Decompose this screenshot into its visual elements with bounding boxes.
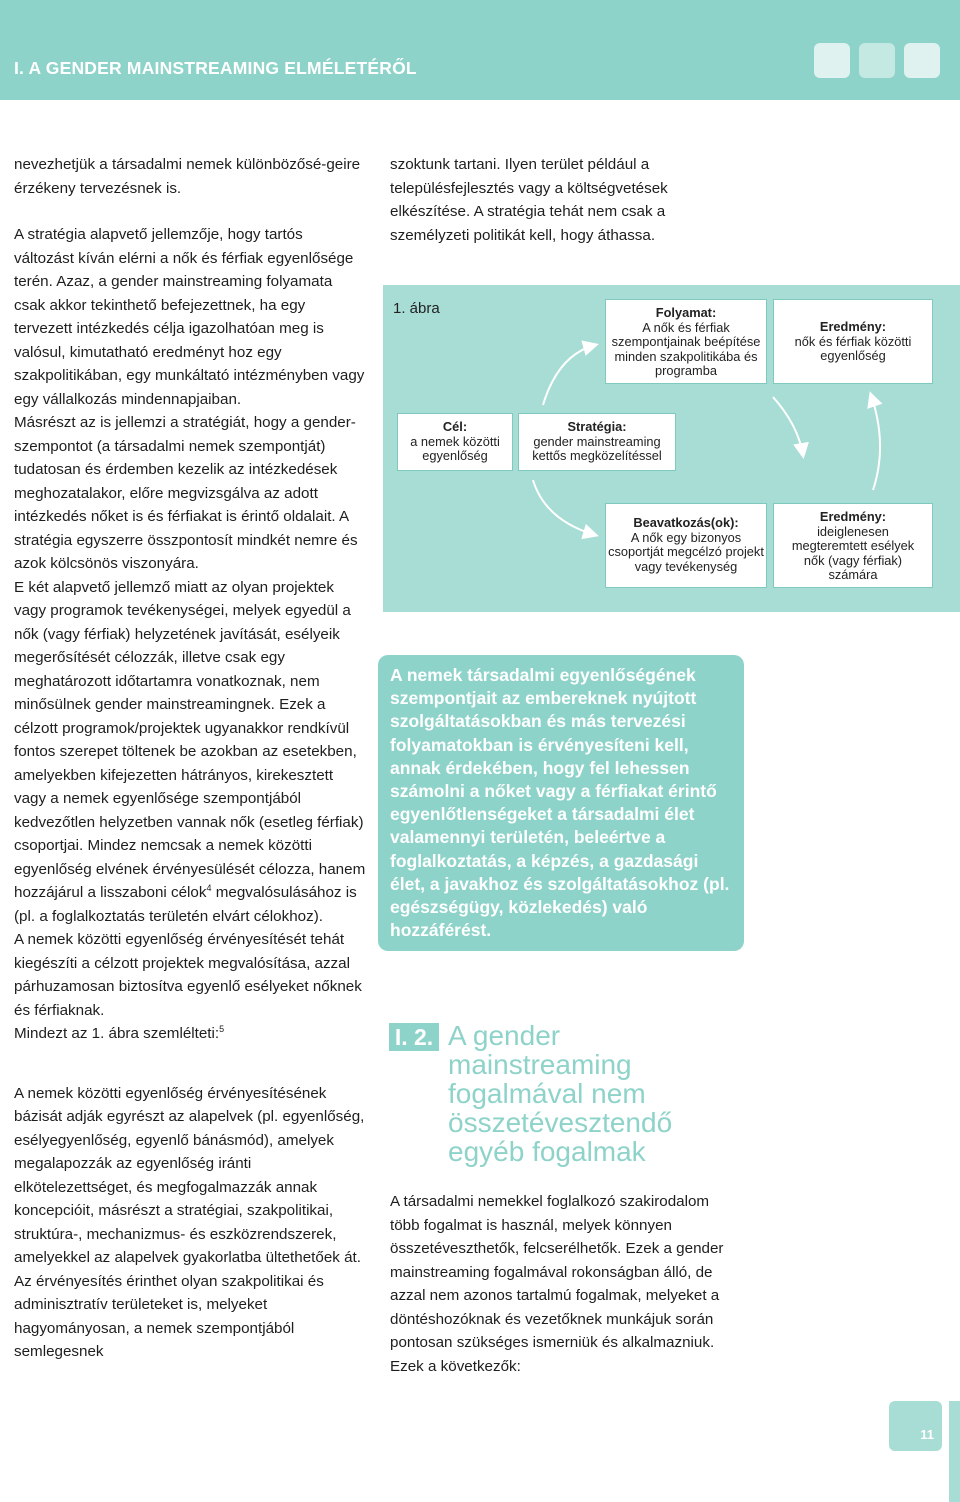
paragraph [14,1022,366,1046]
paragraph: Az érvényesítés érinthet olyan szakpolitikai és adminisztratív területeket is, melyeket hagyományosan, a nemek szempontjából semlegesnek [14,1272,324,1360]
header-square-2 [859,43,895,78]
box-text: gender mainstreaming kettős megközelítéssel [532,433,662,463]
box-text: A nők és férfiak szempontjainak beépítése minden szakpolitikába és programba [611,319,761,378]
paragraph-text: E két alapvető jellemző miatt az olyan projektek vagy programok tevékenységei, melyek egyedül a nők (vagy férfiak) helyzetének javítását, esélyeik megerősítését célozzák, illetve csak egy meghatározott időtartamra vonatkoznak, nem minősülnek gender mainstreamingnek. Ezek a célzott programok/projektek ugyanakkor rendkívül fontos szerepet töltenek be azokban az esetekben, amelyekben kifejezetten hátrányos, kirekesztett vagy a nemek egyenlősége szempontjából kedvezőtlen helyzetben vannak nők (esetleg férfiak) csoportjai. Mindez nemcsak a nemek közötti egyenlőség elvének érvényesülését célozza, hanem hozzájárul a lisszaboni célok [14,578,366,901]
paragraph: A nemek közötti egyenlőség érvényesítését tehát kiegészíti a célzott projektek megvalósítása, azzal párhuzamosan biztosítva egyenlő esélyeket nőknek és férfiaknak. [14,931,362,1019]
page-number-box [889,1401,942,1451]
header-square-1 [814,43,850,78]
paragraph: A stratégia alapvető jellemzője, hogy tartós változást kíván elérni a nők és férfiak egyenlősége terén. Azaz, a gender mainstreaming folyamata csak akkor tekinthető befejezettnek, ha egy tervezett intézkedés célja igazolhatóan meg is valósul, kimutatható eredményt hoz egy szakpolitikában, egy munkáltató intézményben vagy egy vállalkozás mindennapjaiban. [14,226,365,408]
box-text: ideiglenesen megteremtett esélyek nők (vagy férfiak) számára [791,523,915,582]
footnote-ref: 4 [206,882,212,893]
section-number: I. 2. [389,1023,439,1051]
arrow-result-to-result [871,395,880,490]
box-title: Folyamat: [655,305,717,320]
highlight-callout: A nemek társadalmi egyenlőségének szempontjait az embereknek nyújtott szolgáltatásokban és más tervezési folyamatokban is érvényesíteni kell, annak érdekében, hogy fel lehessen számolni a nőket vagy a férfiakat érintő egyenlőtlenségeket a társadalmi élet valamennyi területén, beleértve a foglalkoztatás, a képzés, a gazdasági élet, a javakhoz és szolgáltatásokhoz (pl. egészségügy, közlekedés) való hozzáférést. [378,655,744,951]
diagram-box-strategia [518,413,676,471]
paragraph: A társadalmi nemekkel foglalkozó szakirodalom több fogalmat is használ, melyek könnyen összetéveszthetők, felcserélhetők. Ezek a gender mainstreaming fogalmával rokonságban álló, de azzal nem azonos tartalmú fogalmak, melyeket a döntéshozóknak és vezetőknek munkájuk során pontosan szükséges ismerniük és alkalmazniuk. Ezek a következők: [390,1193,724,1375]
box-title: Eredmény: [819,319,887,334]
diagram-box-eredmeny-2 [773,503,933,588]
arrow-strategy-to-process [543,345,595,405]
box-title: Cél: [442,419,468,434]
box-text: a nemek közötti egyenlőség [410,433,500,463]
paragraph: nevezhetjük a társadalmi nemek különbözősé-geire érzékeny tervezésnek is. [14,156,361,197]
page-number: 11 [920,1427,934,1442]
footnote-ref: 5 [219,1023,225,1034]
diagram-box-eredmeny-1 [773,299,933,384]
right-column-bottom [390,1190,740,1378]
box-title: Beavatkozás(ok): [633,515,739,530]
figure-label: 1. ábra [393,300,440,317]
diagram-box-beavatkozas [605,503,767,588]
box-text: A nők egy bizonyos csoportját megcélzó projekt vagy tevékenység [608,529,764,574]
section-title: A gender mainstreaming fogalmával nem összetévesztendő egyéb fogalmak [448,1020,673,1167]
right-column-top [390,153,740,247]
paragraph: A nemek közötti egyenlőség érvényesítésének bázisát adják egyrészt az alapelvek (pl. egyenlőség, esélyegyenlőség, egyenlő bánásmód), amelyek megalapozzák az egyenlőség iránti elkötelezettséget, és megfogalmazzák annak koncepcióit, másrészt a stratégiai, szakpolitikai, struktúra-, mechanizmus- és eszközrendszerek, amelyekkel az alapelvek gyakorlatba ültethetőek át. [14,1084,365,1266]
paragraph: szoktunk tartani. Ilyen terület például a településfejlesztés vagy a költségvetések elkészítése. A stratégia tehát nem csak a személyzeti politikát kell, hogy áthassa. [390,156,668,244]
diagram-box-cel [397,413,513,471]
paragraph-text: megvalósulásához is (pl. a foglalkoztatás területén elvárt célokhoz). [14,884,357,925]
diagram-box-folyamat [605,299,767,384]
box-text: nők és férfiak közötti egyenlőség [794,333,912,363]
paragraph [14,576,366,929]
arrow-strategy-to-intervention [533,480,595,535]
box-title: Stratégia: [567,419,627,434]
left-column [14,153,366,1364]
paragraph: Másrészt az is jellemzi a stratégiát, hogy a gender-szempontot (a társadalmi nemek szempontját) tudatosan és érdemben kezelik az intézkedések meghozatalakor, előre megvizsgálva az adott intézkedés nőket is és férfiakat is érintő oldalait. A stratégia egyszerre összpontosít mindkét nemre és azok kölcsönös viszonyára. [14,414,358,572]
header-square-3 [904,43,940,78]
paragraph-text: Mindezt az 1. ábra szemlélteti: [14,1025,220,1042]
box-title: Eredmény: [819,509,887,524]
page-edge-strip [949,1401,960,1502]
arrow-process-to-result [773,397,803,455]
chapter-title: I. A GENDER MAINSTREAMING ELMÉLETÉRŐL [14,58,417,78]
